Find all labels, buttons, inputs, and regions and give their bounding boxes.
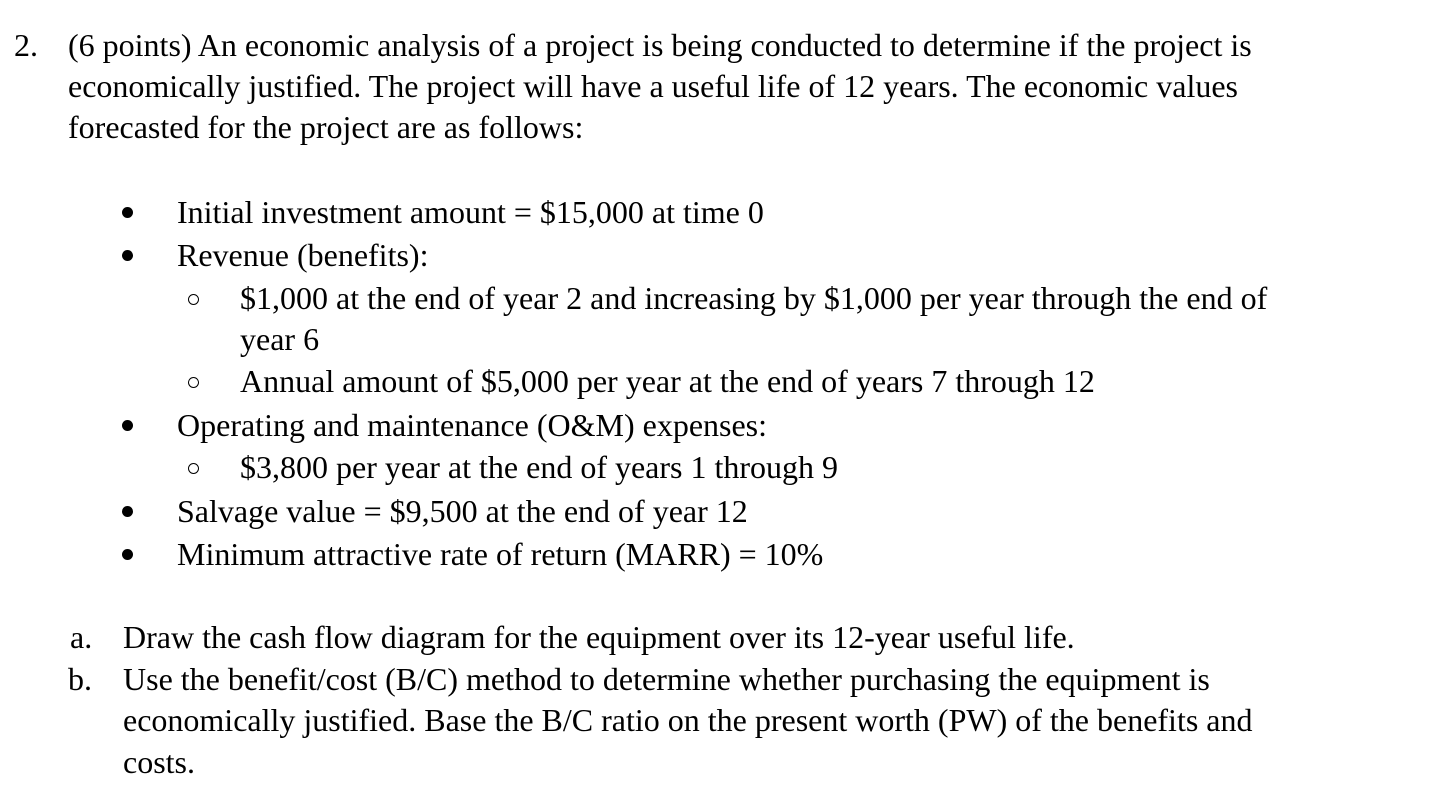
bullet-revenue: Revenue (benefits):	[177, 237, 429, 273]
bullet-marr: Minimum attractive rate of return (MARR) = 10%	[177, 536, 824, 572]
part-b-label: b.	[68, 661, 92, 697]
bullet-salvage: Salvage value = $9,500 at the end of year 12	[177, 493, 748, 529]
om-sub1: $3,800 per year at the end of years 1 through 9	[240, 449, 839, 485]
bullet-icon	[122, 207, 133, 218]
intro-line-3: forecasted for the project are as follows:	[68, 109, 584, 145]
bullet-initial-investment: Initial investment amount = $15,000 at time 0	[177, 194, 764, 230]
bullet-icon	[122, 420, 133, 431]
intro-line-2: economically justified. The project will have a useful life of 12 years. The economic values	[68, 68, 1238, 104]
sub-bullet-circle-icon	[188, 294, 199, 305]
revenue-sub1-line1: $1,000 at the end of year 2 and increasing by $1,000 per year through the end of	[240, 280, 1268, 316]
sub-bullet-circle-icon	[188, 377, 199, 388]
part-b-line-3: costs.	[123, 744, 195, 780]
sub-bullet-circle-icon	[188, 463, 199, 474]
revenue-sub2: Annual amount of $5,000 per year at the end of years 7 through 12	[240, 363, 1095, 399]
part-a-label: a.	[70, 619, 93, 655]
bullet-icon	[122, 250, 133, 261]
bullet-om: Operating and maintenance (O&M) expenses:	[177, 407, 768, 443]
part-a-text: Draw the cash flow diagram for the equipment over its 12-year useful life.	[123, 619, 1075, 655]
bullet-icon	[122, 506, 133, 517]
part-b-line-1: Use the benefit/cost (B/C) method to determine whether purchasing the equipment is	[123, 661, 1210, 697]
intro-line-1: (6 points) An economic analysis of a project is being conducted to determine if the project is	[68, 27, 1252, 63]
revenue-sub1-line2: year 6	[240, 321, 320, 357]
bullet-icon	[122, 549, 133, 560]
question-number: 2.	[14, 27, 38, 63]
part-b-line-2: economically justified. Base the B/C ratio on the present worth (PW) of the benefits and	[123, 702, 1253, 738]
